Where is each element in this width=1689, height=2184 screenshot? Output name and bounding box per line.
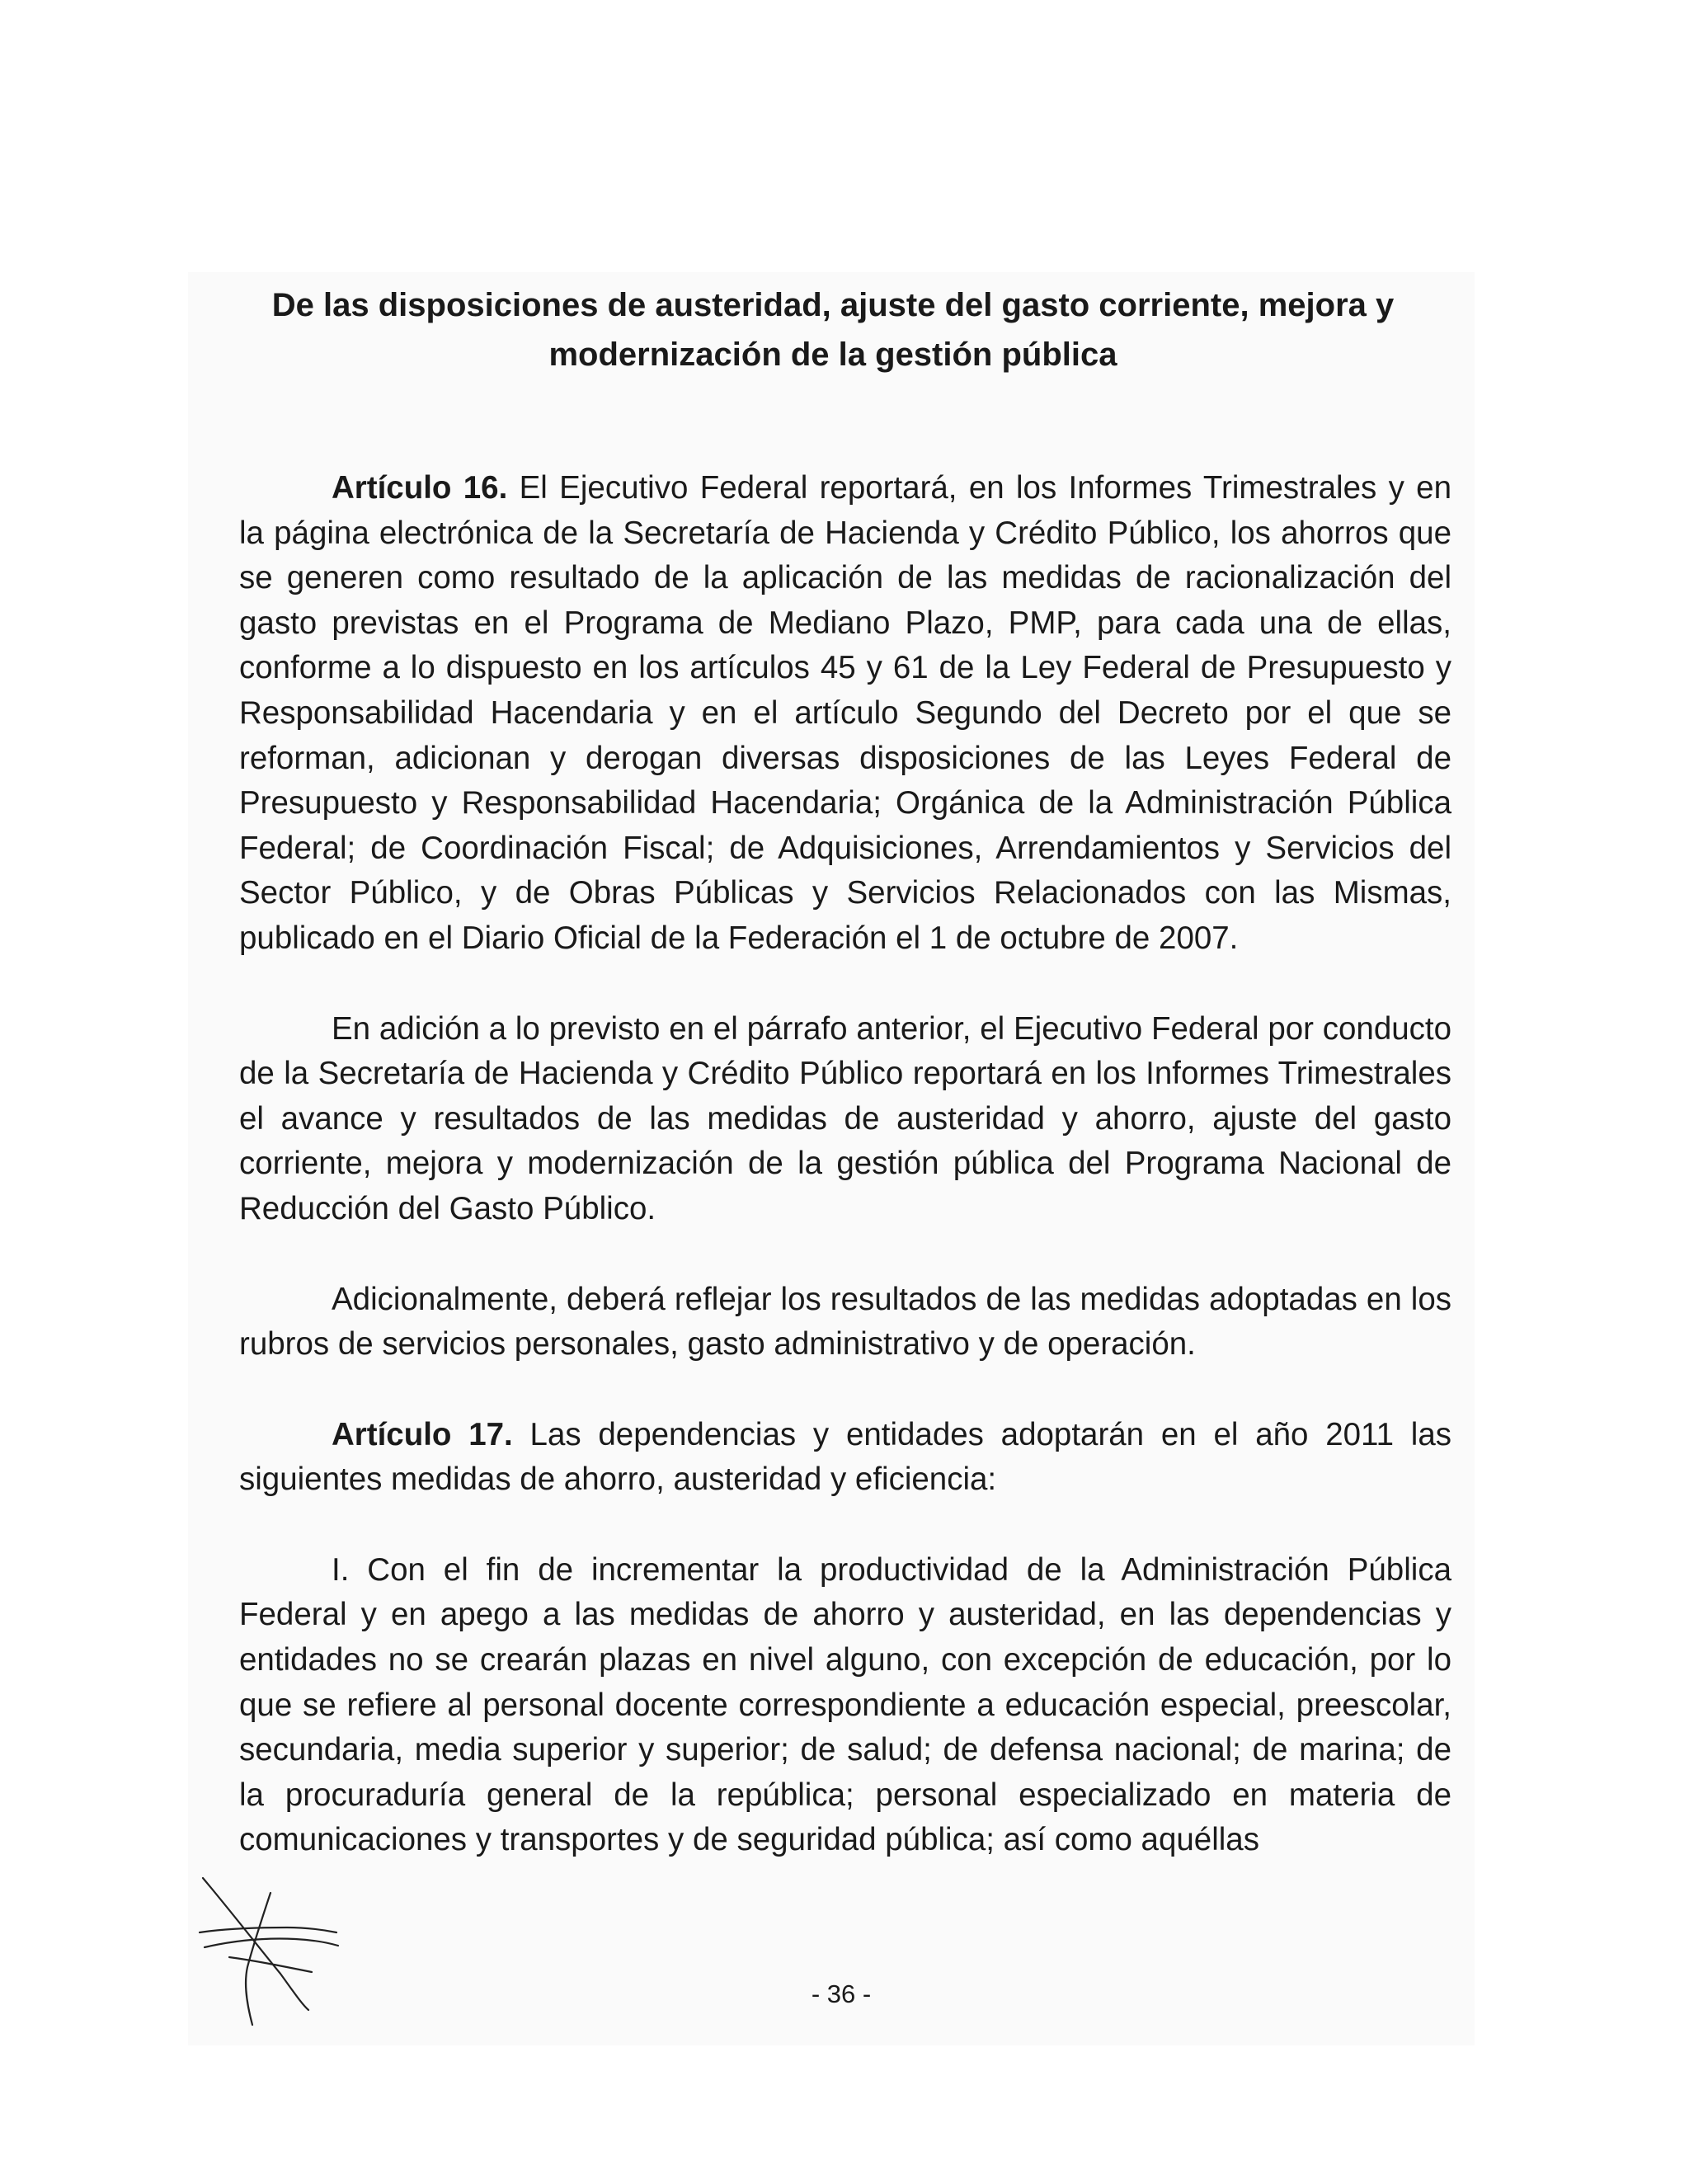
signature-stroke-3 xyxy=(205,1938,338,1947)
paragraph-adicion: En adición a lo previsto en el párrafo anterior, el Ejecutivo Federal por conducto de la Secretaría de Hacienda y Crédito Público reportará en los Informes Trimestrales el avance y resultados de las medidas de austeridad y ahorro, ajuste del gasto corriente, mejora y modernización de la gestión pública del Programa Nacional de Reducción del Gasto Público. xyxy=(239,1010,1451,1226)
paragraph-adicionalmente: Adicionalmente, deberá reflejar los resultados de las medidas adoptadas en los rubros de servicios personales, gasto administrativo y de operación. xyxy=(239,1281,1451,1363)
article-16-paragraph xyxy=(239,466,1451,962)
signature-stroke-5 xyxy=(229,1957,312,1972)
signature-stroke-4 xyxy=(246,1893,271,2025)
article-16-label: Artículo 16. xyxy=(332,470,508,506)
article-17-label: Artículo 17. xyxy=(332,1416,513,1452)
signature-stroke-2 xyxy=(200,1927,336,1932)
article-16-text: El Ejecutivo Federal reportará, en los Informes Trimestrales y en la página electrónica de la Secretaría de Hacienda y Crédito Público, los ahorros que se generen como resultado de la aplicación de las medidas de racionalización del gasto previstas en el Programa de Mediano Plazo, PMP, para cada una de ellas, conforme a lo dispuesto en los artículos 45 y 61 de la Ley Federal de Presupuesto y Responsabilidad Hacendaria y en el artículo Segundo del Decreto por el que se reforman, adicionan y derogan diversas disposiciones de las Leyes Federal de Presupuesto y Responsabilidad Hacendaria; Orgánica de la Administración Pública Federal; de Coordinación Fiscal; de Adquisiciones, Arrendamientos y Servicios del Sector Público, y de Obras Públicas y Servicios Relacionados con las Mismas, publicado en el Diario Oficial de la Federación el 1 de octubre de 2007. xyxy=(239,470,1451,956)
item-I-paragraph: I. Con el fin de incrementar la productividad de la Administración Pública Federal y en apego a las medidas de ahorro y austeridad, en las dependencias y entidades no se crearán plazas en nivel alguno, con excepción de educación, por lo que se refiere al personal docente correspondiente a educación especial, preescolar, secundaria, media superior y superior; de salud; de defensa nacional; de marina; de la procuraduría general de la república; personal especializado en materia de comunicaciones y transportes y de seguridad pública; así como aquéllas xyxy=(239,1551,1451,1858)
document-body xyxy=(239,466,1451,1863)
section-heading: De las disposiciones de austeridad, ajuste del gasto corriente, mejora y modernización de la gestión pública xyxy=(271,287,1395,373)
article-17-text: Las dependencias y entidades adoptarán en el año 2011 las siguientes medidas de ahorro, austeridad y eficiencia: xyxy=(239,1416,1451,1498)
article-17-paragraph xyxy=(239,1413,1451,1503)
page-number: - 36 - xyxy=(811,1979,872,2008)
signature-mark xyxy=(196,1868,345,2033)
